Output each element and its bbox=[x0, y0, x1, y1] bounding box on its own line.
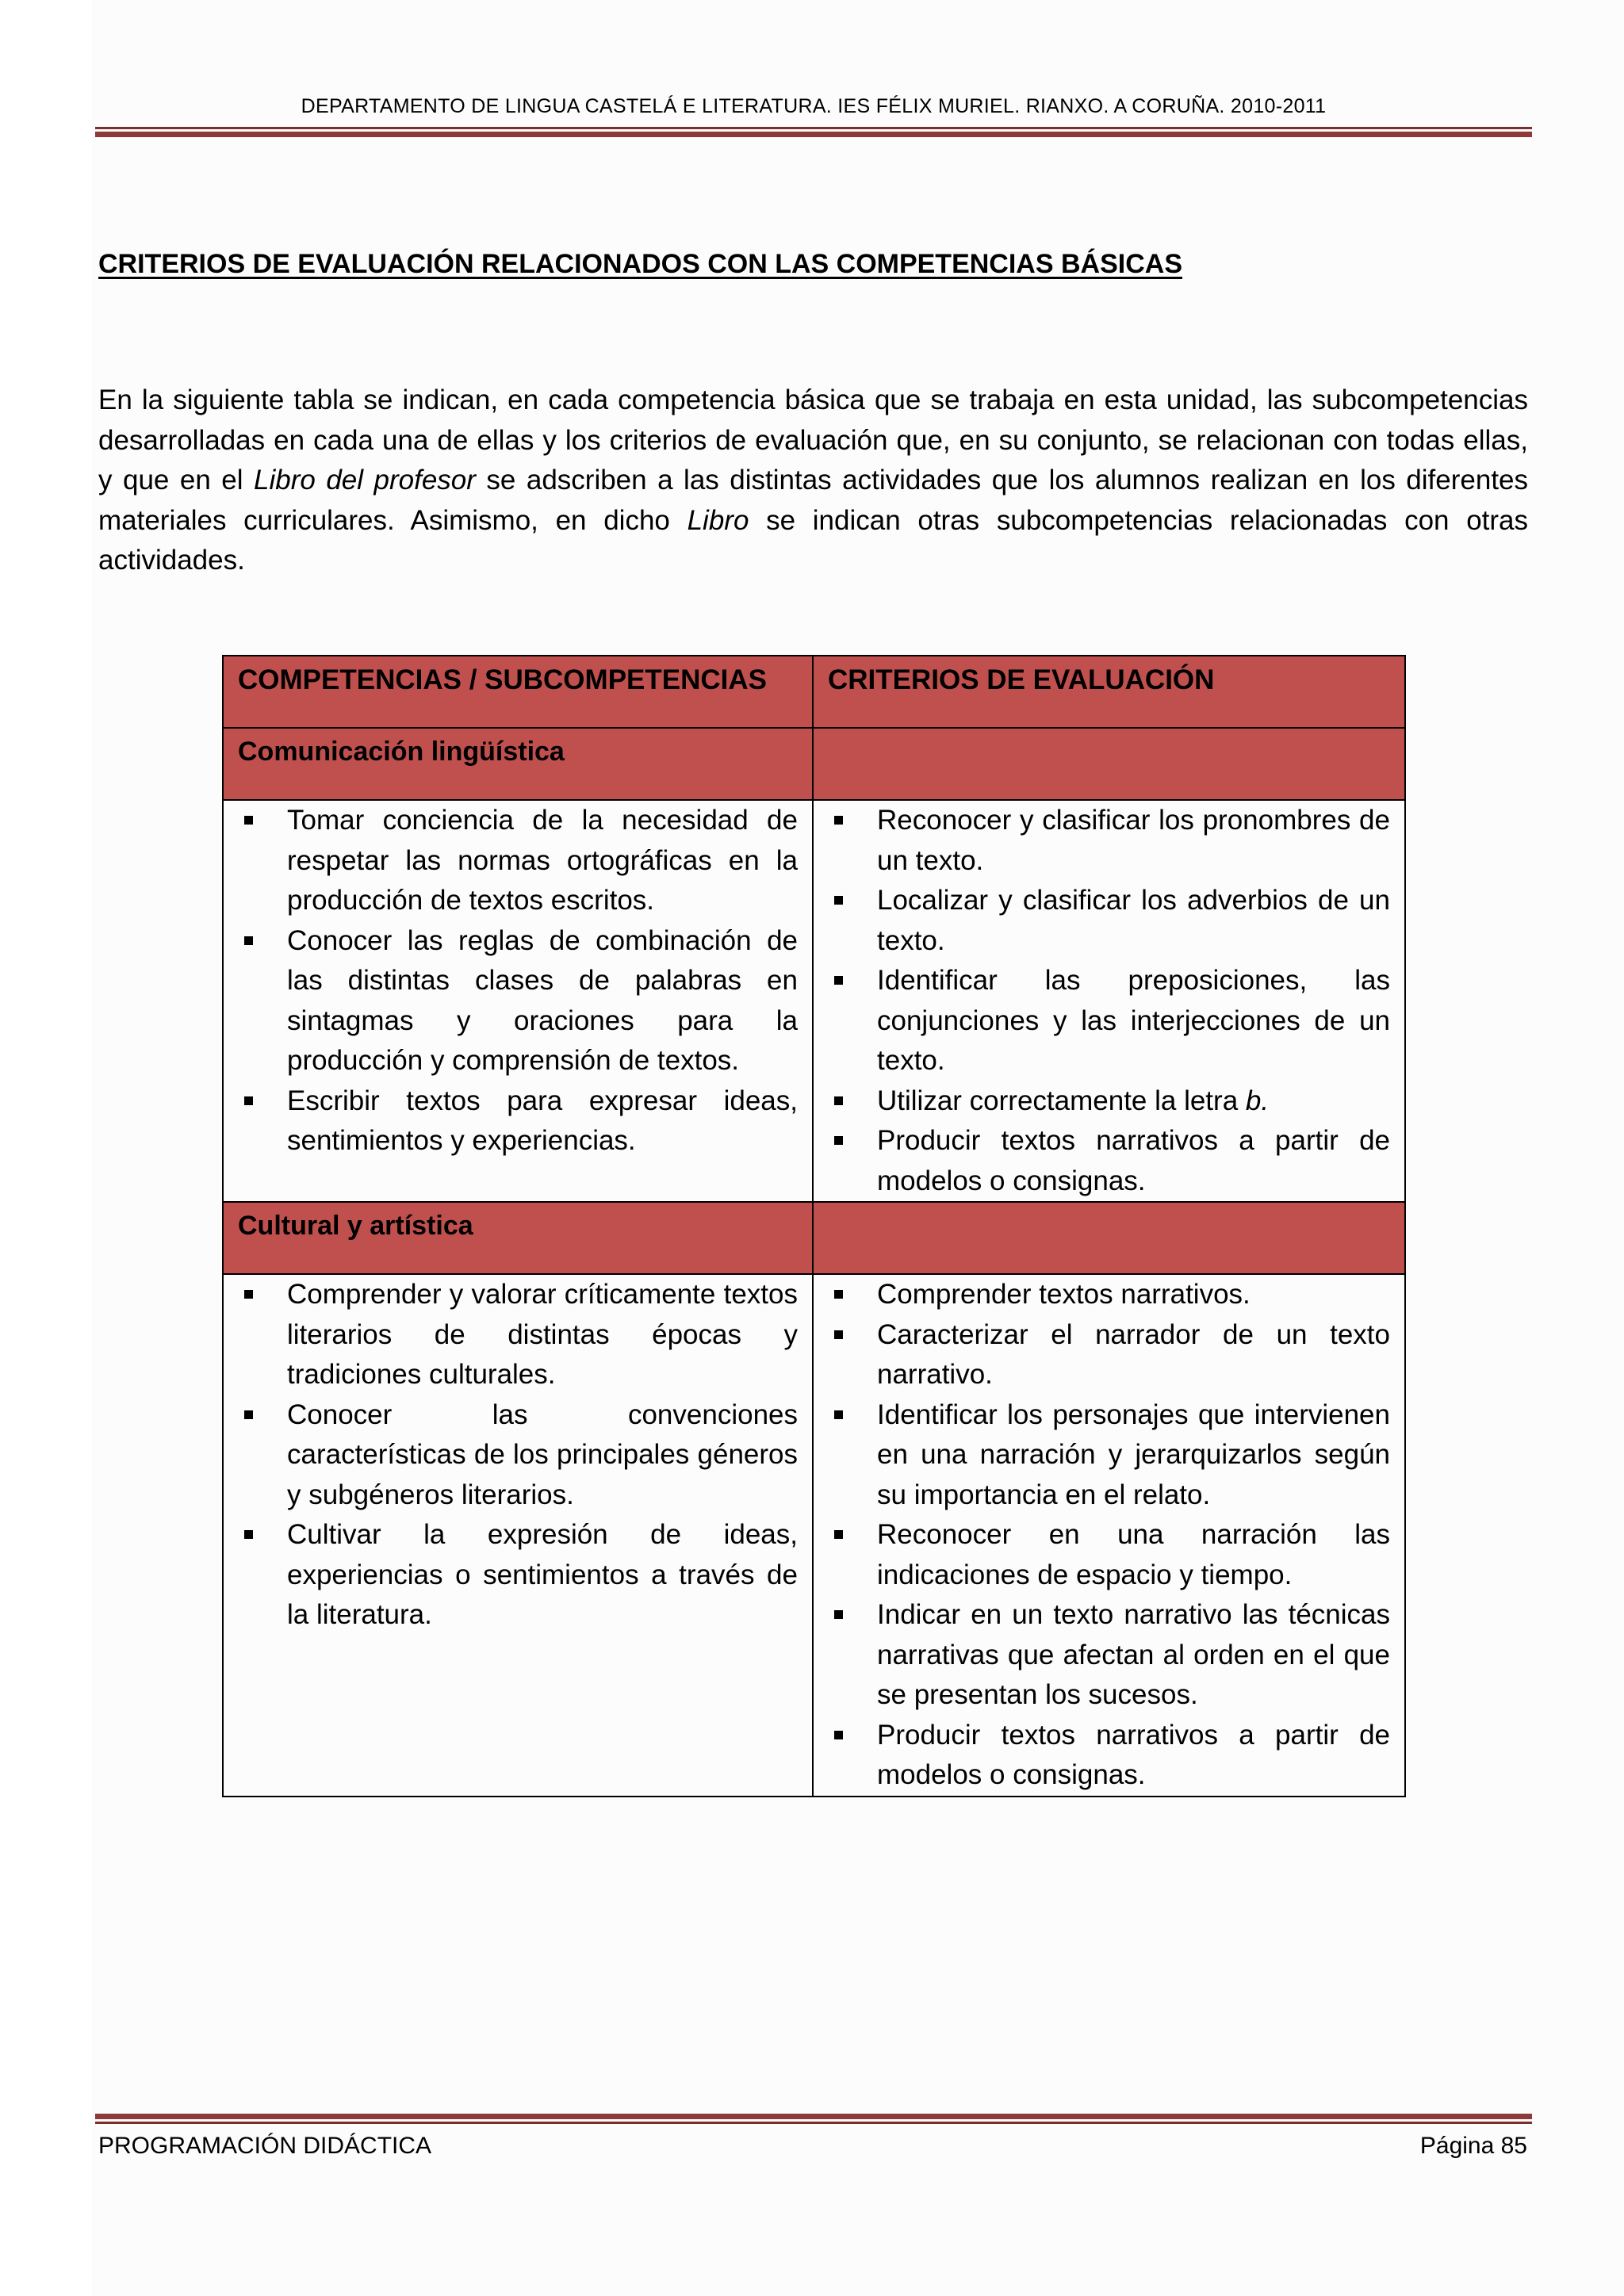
criterios-cell bbox=[813, 1274, 1405, 1797]
square-bullet-icon bbox=[834, 1096, 843, 1105]
list-item: Producir textos narrativos a partir de modelos o consignas. bbox=[828, 1121, 1390, 1201]
running-header: DEPARTAMENTO DE LINGUA CASTELÁ E LITERATURA. IES FÉLIX MURIEL. RIANXO. A CORUÑA. 2010-2011 bbox=[301, 95, 1327, 117]
column-header-criterios: CRITERIOS DE EVALUACIÓN bbox=[813, 656, 1405, 728]
list-item: Caracterizar el narrador de un texto narrativo. bbox=[828, 1315, 1390, 1395]
square-bullet-icon bbox=[834, 1530, 843, 1539]
header-rule bbox=[95, 127, 1532, 137]
italic-letter-b: b. bbox=[1245, 1085, 1270, 1116]
criteria-table bbox=[222, 655, 1406, 1797]
square-bullet-icon bbox=[244, 1410, 253, 1419]
section-name: Comunicación lingüística bbox=[223, 728, 813, 800]
table-header-row bbox=[223, 656, 1405, 728]
square-bullet-icon bbox=[834, 1731, 843, 1739]
list-item: Reconocer y clasificar los pronombres de un texto. bbox=[828, 801, 1390, 881]
criterios-cell bbox=[813, 800, 1405, 1202]
list-item: Identificar los personajes que intervienen en una narración y jerarquizarlos según su importancia en el relato. bbox=[828, 1395, 1390, 1516]
list-item: Conocer las reglas de combinación de las distintas clases de palabras en sintagmas y oraciones para la producción y comprensión de textos. bbox=[238, 921, 798, 1081]
italic-libro: Libro bbox=[687, 504, 749, 536]
list-item: Localizar y clasificar los adverbios de un texto. bbox=[828, 881, 1390, 961]
footer-document-title: PROGRAMACIÓN DIDÁCTICA bbox=[98, 2133, 432, 2159]
list-item: Indicar en un texto narrativo las técnicas narrativas que afectan al orden en el que se presentan los sucesos. bbox=[828, 1595, 1390, 1716]
subcompetencias-cell bbox=[223, 1274, 813, 1797]
section-title: CRITERIOS DE EVALUACIÓN RELACIONADOS CON LAS COMPETENCIAS BÁSICAS bbox=[98, 249, 1183, 279]
table-row bbox=[223, 800, 1405, 1202]
list-item: Escribir textos para expresar ideas, sentimientos y experiencias. bbox=[238, 1081, 798, 1161]
table-row bbox=[223, 1274, 1405, 1797]
square-bullet-icon bbox=[244, 1530, 253, 1539]
square-bullet-icon bbox=[834, 816, 843, 825]
square-bullet-icon bbox=[834, 1330, 843, 1339]
footer-rule bbox=[95, 2114, 1532, 2124]
section-row-cultural bbox=[223, 1202, 1405, 1274]
square-bullet-icon bbox=[244, 1290, 253, 1299]
list-item: Conocer las convenciones características de los principales géneros y subgéneros literarios. bbox=[238, 1395, 798, 1516]
square-bullet-icon bbox=[834, 896, 843, 905]
square-bullet-icon bbox=[834, 1610, 843, 1619]
square-bullet-icon bbox=[834, 1410, 843, 1419]
square-bullet-icon bbox=[244, 936, 253, 945]
list-item: Producir textos narrativos a partir de modelos o consignas. bbox=[828, 1716, 1390, 1796]
section-empty-cell bbox=[813, 1202, 1405, 1274]
intro-paragraph: En la siguiente tabla se indican, en cada competencia básica que se trabaja en esta unidad, las subcompetencias desarrolladas en cada una de ellas y los criterios de evaluación que, en su conjunto, se relacionan con todas ellas, y que en el Libro del profesor se adscriben a las distintas actividades que los alumnos realizan en los diferentes materiales curriculares. Asimismo, en dicho Libro se indican otras subcompetencias relacionadas con otras actividades. bbox=[98, 385, 1529, 576]
footer-page-number: Página 85 bbox=[1419, 2133, 1527, 2159]
section-row-comunicacion bbox=[223, 728, 1405, 800]
list-item: Reconocer en una narración las indicaciones de espacio y tiempo. bbox=[828, 1515, 1390, 1595]
list-item: Utilizar correctamente la letra b. bbox=[828, 1081, 1390, 1122]
square-bullet-icon bbox=[834, 1290, 843, 1299]
subcompetencias-cell bbox=[223, 800, 813, 1202]
square-bullet-icon bbox=[834, 976, 843, 985]
section-empty-cell bbox=[813, 728, 1405, 800]
list-item: Cultivar la expresión de ideas, experiencias o sentimientos a través de la literatura. bbox=[238, 1515, 798, 1636]
section-name: Cultural y artística bbox=[223, 1202, 813, 1274]
square-bullet-icon bbox=[244, 1096, 253, 1105]
list-item: Tomar conciencia de la necesidad de respetar las normas ortográficas en la producción de textos escritos. bbox=[238, 801, 798, 921]
list-item: Identificar las preposiciones, las conjunciones y las interjecciones de un texto. bbox=[828, 961, 1390, 1081]
square-bullet-icon bbox=[834, 1136, 843, 1145]
list-item: Comprender textos narrativos. bbox=[828, 1275, 1390, 1315]
column-header-competencias: COMPETENCIAS / SUBCOMPETENCIAS bbox=[223, 656, 813, 728]
list-item: Comprender y valorar críticamente textos literarios de distintas épocas y tradiciones culturales. bbox=[238, 1275, 798, 1395]
square-bullet-icon bbox=[244, 816, 253, 825]
italic-libro-del-profesor: Libro del profesor bbox=[254, 465, 476, 496]
